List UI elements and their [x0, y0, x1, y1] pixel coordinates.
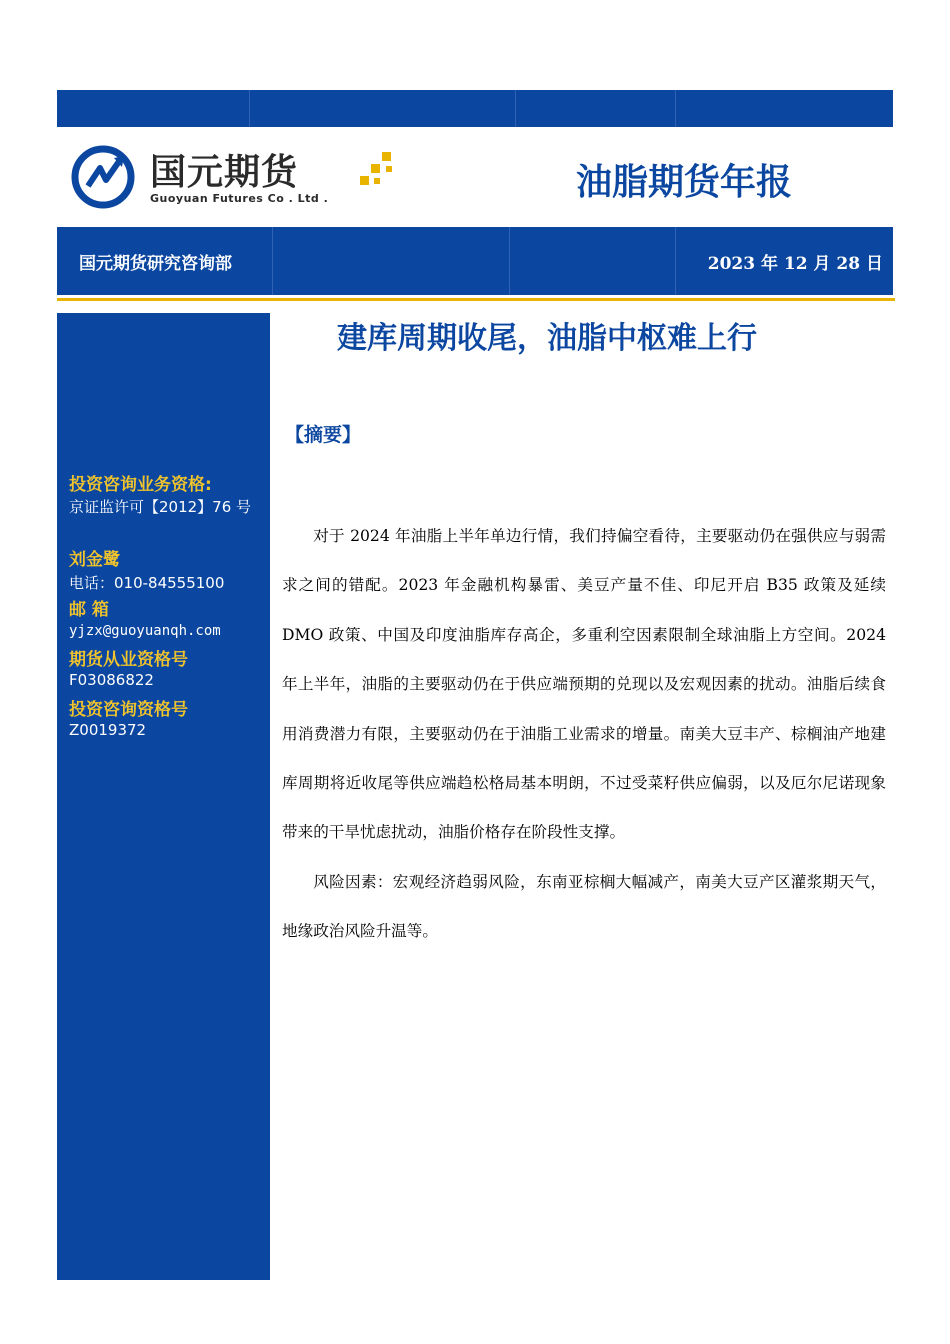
sidebar	[57, 313, 270, 1280]
qualification-label: 投资咨询业务资格:	[69, 475, 212, 495]
company-logo	[70, 140, 400, 212]
headline: 建库周期收尾，油脂中枢难上行	[337, 321, 757, 356]
report-date: 2023 年 12 月 28 日	[707, 254, 883, 274]
logo-emblem-icon	[70, 140, 136, 212]
consult-cert-value: Z0019372	[69, 721, 147, 739]
divider-line	[57, 298, 895, 301]
qualification-value: 京证监许可【2012】76 号	[69, 498, 252, 516]
logo-squares-icon	[360, 152, 396, 196]
logo-chinese-name: 国元期货	[150, 152, 299, 193]
futures-cert-value: F03086822	[69, 671, 154, 689]
logo-english-name: Guoyuan Futures Co . Ltd .	[150, 192, 329, 205]
email-value[interactable]: yjzx@guoyuanqh.com	[69, 623, 221, 639]
analyst-phone: 电话：010-84555100	[69, 574, 225, 592]
analyst-name: 刘金鹭	[69, 550, 120, 570]
abstract-paragraph: 对于 2024 年油脂上半年单边行情，我们持偏空看待，主要驱动仍在强供应与弱需求之间的错配。2023 年金融机构暴雷、美豆产量不佳、印尼开启 B35 政策及延续 DMO 政策、中国及印度油脂库存高企，多重利空因素限制全球油脂上方空间。2024 年上半年，油脂的主要驱动仍在于供应端预期的兑现以及宏观因素的扰动。油脂后续食用消费潜力有限，主要驱动仍在于油脂工业需求的增量。南美大豆丰产、棕榈油产地建库周期将近收尾等供应端趋松格局基本明朗，不过受菜籽供应偏弱，以及厄尔尼诺现象带来的干旱忧虑扰动，油脂价格存在阶段性支撑。	[282, 527, 886, 842]
consult-cert-label: 投资咨询资格号	[69, 700, 188, 720]
top-banner	[57, 90, 893, 127]
report-title: 油脂期货年报	[576, 162, 793, 203]
info-bar	[57, 227, 893, 295]
abstract-label: 【摘要】	[285, 424, 362, 446]
risk-paragraph: 风险因素：宏观经济趋弱风险，东南亚棕榈大幅减产，南美大豆产区灌浆期天气，地缘政治风险升温等。	[282, 872, 886, 941]
department-name: 国元期货研究咨询部	[79, 254, 232, 274]
futures-cert-label: 期货从业资格号	[69, 650, 188, 670]
email-label: 邮 箱	[69, 600, 109, 620]
abstract-body	[282, 512, 886, 957]
